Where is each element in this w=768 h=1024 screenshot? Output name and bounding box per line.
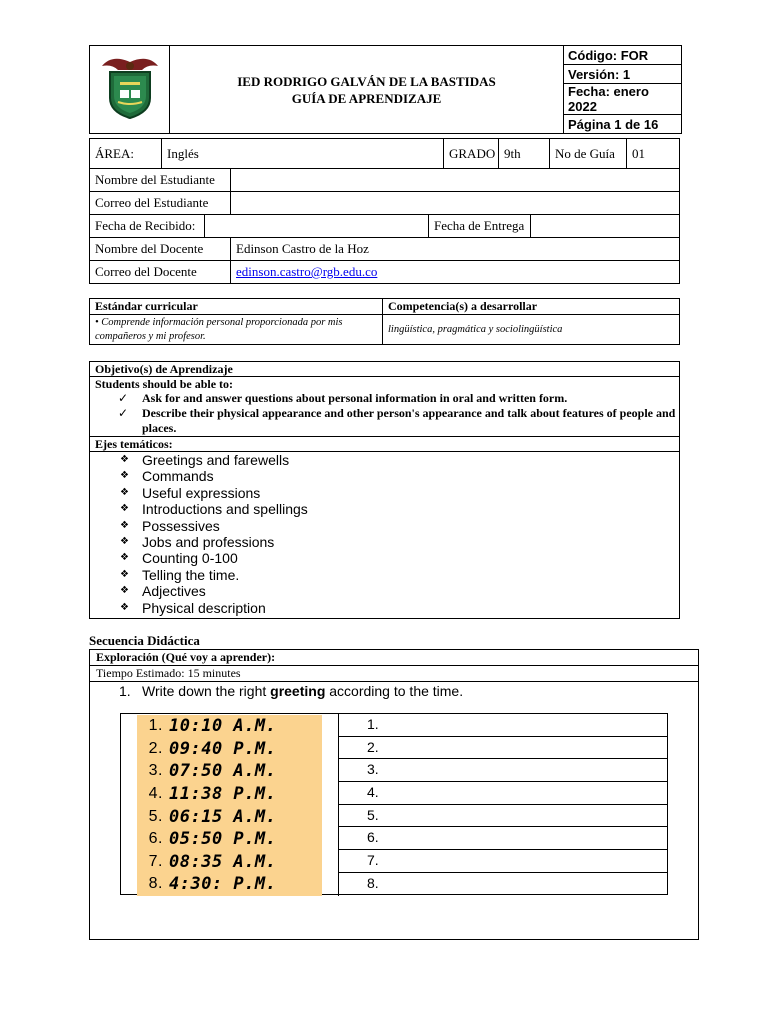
clock-time: 5. 06:15 A.M.: [148, 806, 277, 827]
list-item: ❖ Jobs and professions: [120, 534, 275, 551]
diamond-bullet-icon: ❖: [120, 486, 129, 498]
clock-time: 6. 05:50 P.M.: [148, 829, 277, 850]
fecha-cell: Fecha: enero 2022: [564, 84, 682, 115]
list-item: ✓ Ask for and answer questions about personal information in oral and written form.: [118, 391, 568, 405]
docente-value: Edinson Castro de la Hoz: [236, 241, 369, 256]
diamond-bullet-icon: ❖: [120, 470, 129, 482]
clock-time: 7. 08:35 A.M.: [148, 851, 277, 872]
list-item: ❖ Possessives: [120, 517, 220, 534]
info-table: [89, 138, 680, 284]
grado-value: 9th: [499, 139, 550, 168]
guia-label: No de Guía: [550, 139, 627, 168]
list-item: ❖ Telling the time.: [120, 566, 240, 583]
ejes-list: [90, 452, 679, 618]
objetivos-intro: Students should be able to:: [95, 377, 234, 391]
objetivos-section: [89, 361, 680, 619]
correo-estudiante-field[interactable]: [231, 192, 679, 214]
list-item: ❖ Greetings and farewells: [120, 452, 290, 468]
correo-estudiante-label: Correo del Estudiante: [90, 192, 231, 214]
competencia-header: Competencia(s) a desarrollar: [383, 299, 680, 315]
list-item: ❖ Commands: [120, 468, 214, 485]
diamond-bullet-icon: ❖: [120, 454, 129, 465]
area-value: Inglés: [162, 139, 444, 168]
diamond-bullet-icon: ❖: [120, 519, 129, 531]
fechas-row: [89, 215, 680, 238]
clock-exercise-table: [120, 713, 668, 895]
list-item: ✓ Describe their physical appearance and other person's appearance and talk about features of people and places.: [118, 406, 676, 435]
header-title-cell: [170, 46, 564, 134]
correo-docente-label: Correo del Docente: [90, 261, 231, 283]
guia-value: 01: [632, 145, 645, 161]
answer-field[interactable]: 4.: [339, 782, 667, 805]
diamond-bullet-icon: ❖: [120, 601, 129, 613]
list-item: ❖ Useful expressions: [120, 484, 261, 501]
school-name: IED RODRIGO GALVÁN DE LA BASTIDAS: [237, 73, 496, 89]
answer-field[interactable]: 2.: [339, 737, 667, 760]
school-crest-icon: [98, 54, 162, 122]
estandar-table: [89, 298, 680, 345]
ejes-title: Ejes temáticos:: [90, 436, 679, 452]
diamond-bullet-icon: ❖: [120, 568, 129, 580]
diamond-bullet-icon: ❖: [120, 552, 129, 564]
question-1: 1. Write down the right greeting according to the time.: [119, 683, 464, 699]
competencia-value: lingüística, pragmática y sociolingüística: [383, 315, 680, 345]
list-item: ❖ Physical description: [120, 599, 266, 616]
diamond-bullet-icon: ❖: [120, 503, 129, 515]
checkmark-icon: ✓: [118, 391, 129, 405]
clock-time: 8. 4:30: P.M.: [148, 874, 277, 895]
correo-estudiante-row: [89, 192, 680, 215]
header-table: [89, 45, 682, 134]
clock-time: 1. 10:10 A.M.: [148, 716, 277, 737]
answer-column: [339, 714, 667, 896]
area-row: [89, 138, 680, 169]
estandar-value: • Comprende información personal proporcionada por mis compañeros y mi profesor.: [90, 315, 383, 345]
school-logo-cell: [90, 46, 170, 134]
diamond-bullet-icon: ❖: [120, 585, 129, 597]
clock-column: [121, 714, 339, 896]
codigo-cell: Código: FOR: [564, 46, 682, 65]
list-item: ❖ Introductions and spellings: [120, 501, 308, 518]
estudiante-row: [89, 169, 680, 192]
area-label: ÁREA:: [90, 139, 162, 168]
clock-time: 2. 09:40 P.M.: [148, 738, 277, 759]
list-item: ❖ Adjectives: [120, 583, 206, 600]
docente-row: [89, 238, 680, 261]
objetivos-list: [90, 391, 679, 436]
estudiante-field[interactable]: [231, 169, 679, 191]
secuencia-title: Secuencia Didáctica: [89, 633, 200, 648]
checkmark-icon: ✓: [118, 406, 129, 420]
grado-label: GRADO: [444, 139, 499, 168]
recibido-field[interactable]: [205, 215, 429, 237]
exploracion-title: Exploración (Qué voy a aprender):: [90, 650, 698, 666]
answer-field[interactable]: 6.: [339, 827, 667, 850]
answer-field[interactable]: 3.: [339, 759, 667, 782]
correo-docente-row: [89, 261, 680, 284]
answer-field[interactable]: 8.: [367, 874, 379, 891]
answer-field[interactable]: 5.: [339, 805, 667, 828]
list-item: ❖ Counting 0-100: [120, 550, 238, 567]
version-cell: Versión: 1: [564, 65, 682, 84]
entrega-label: Fecha de Entrega: [429, 215, 531, 237]
clock-time: 3. 07:50 A.M.: [148, 761, 277, 782]
objetivos-title: Objetivo(s) de Aprendizaje: [90, 362, 679, 377]
answer-field[interactable]: 1.: [339, 714, 667, 737]
estudiante-label: Nombre del Estudiante: [90, 169, 231, 191]
clock-time: 4. 11:38 P.M.: [148, 784, 277, 805]
digital-clock-panel: [137, 715, 322, 896]
estandar-header: Estándar curricular: [90, 299, 383, 315]
document-title: GUÍA DE APRENDIZAJE: [291, 90, 442, 106]
recibido-label: Fecha de Recibido:: [90, 215, 205, 237]
diamond-bullet-icon: ❖: [120, 536, 129, 548]
entrega-field[interactable]: [531, 215, 679, 237]
docente-label: Nombre del Docente: [90, 238, 231, 260]
answer-field[interactable]: 7.: [339, 850, 667, 873]
docente-email-link[interactable]: edinson.castro@rgb.edu.co: [236, 264, 378, 279]
pagina-cell: Página 1 de 16: [564, 115, 682, 134]
tiempo-estimado: Tiempo Estimado: 15 minutes: [90, 666, 698, 682]
